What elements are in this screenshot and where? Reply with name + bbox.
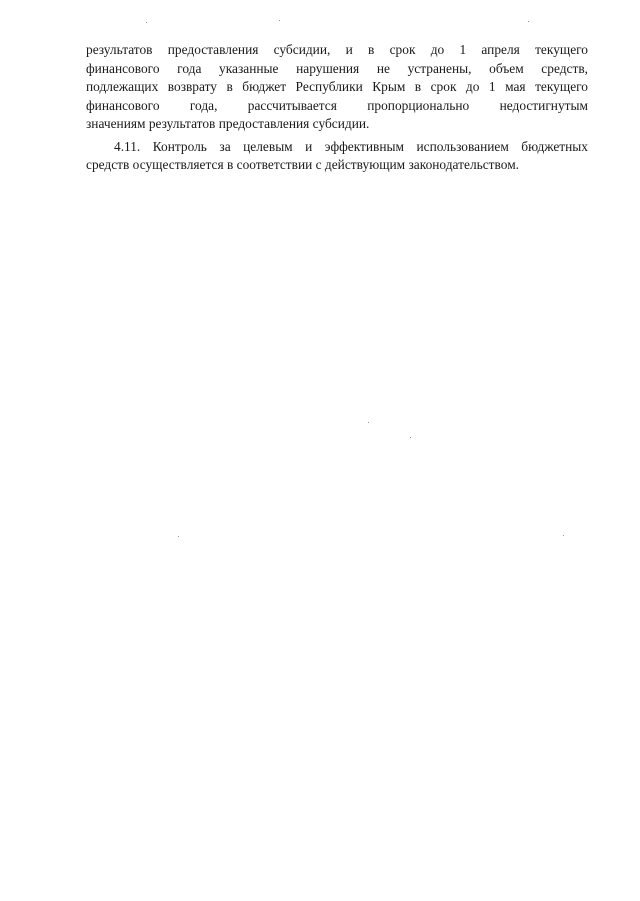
paragraph-subsidy-return: [86, 41, 588, 134]
scan-speck: [368, 422, 369, 423]
document-body: [86, 41, 588, 175]
text-line: средств осуществляется в соответствии с действующим законодательством.: [86, 157, 520, 172]
scan-speck: [146, 22, 147, 23]
scan-speck: [178, 536, 179, 537]
paragraph-4-11-control: [86, 138, 588, 175]
text-line: финансового года, рассчитывается пропорционально недостигнутым: [86, 97, 588, 113]
text-line: финансового года указанные нарушения не устранены, объем средств,: [86, 60, 588, 76]
text-line: значениям результатов предоставления субсидии.: [86, 116, 370, 131]
text-line: подлежащих возврату в бюджет Республики Крым в срок до 1 мая текущего: [86, 79, 588, 94]
scan-speck: [528, 21, 529, 22]
scan-speck: [410, 437, 411, 438]
text-line: 4.11. Контроль за целевым и эффективным использованием бюджетных: [114, 138, 588, 154]
scan-speck: [563, 535, 564, 536]
text-line: результатов предоставления субсидии, и в срок до 1 апреля текущего: [86, 42, 588, 57]
scan-speck: [279, 20, 280, 21]
